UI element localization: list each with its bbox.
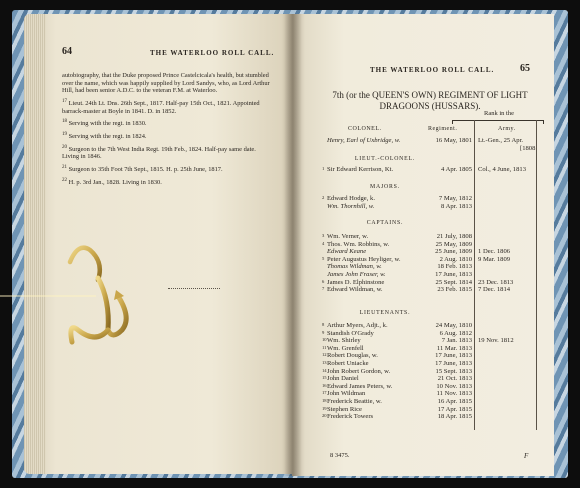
footer-letter: F — [524, 452, 529, 460]
signature-mark: 8 3475. — [330, 452, 350, 459]
table-row: 2 Edward Hodge, k. 7 May, 1812 — [322, 195, 472, 202]
table-row: Wm. Thornhill, w. 8 Apr. 1813 — [327, 202, 472, 210]
left-page-number: 64 — [62, 46, 72, 57]
table-row: 14 John Robert Gordon, w. 15 Sept. 1813 — [322, 367, 472, 375]
table-row: 17 John Wildman 11 Nov. 1813 — [322, 390, 472, 398]
section-lieutenants: LIEUTENANTS. — [359, 310, 411, 316]
col-header-army: Army. — [498, 126, 516, 132]
right-running-head: THE WATERLOO ROLL CALL. — [370, 66, 495, 74]
footnote-21: $^{21}$ Surgeon to 35th Foot 7th Sept., 1815. H. p. 25th June, 1817. — [62, 164, 223, 173]
table-row: 3 Wm. Verner, w. 21 July, 1808 — [322, 233, 472, 240]
table-row: 11 Wm. Grenfell 11 Mar. 1813 — [322, 344, 472, 352]
table-row: 12 Robert Douglas, w. 17 June, 1813 — [322, 352, 472, 360]
table-row: 5 Peter Augustus Heyliger, w. 2 Aug. 1810 9 Mar. 1809 — [322, 255, 511, 263]
col-header-regiment: Regiment. — [428, 126, 458, 132]
table-row: Henry, Earl of Uxbridge, w. 16 May, 1801 Lt.-Gen., 25 Apr. — [327, 137, 524, 144]
table-row: 18 Frederick Beattie, w. 16 Apr. 1815 — [322, 397, 472, 405]
footnote-17: $^{17}$ Lieut. 24th Lt. Dns. 26th Sept., 1817. Half-pay 15th Oct., 1821. Appointed barrack-master at Boyle in 1841. D. in 1852. — [62, 98, 260, 115]
footnote-18: $^{18}$ Serving with the regt. in 1830. — [62, 119, 147, 128]
section-majors: MAJORS. — [370, 184, 400, 190]
table-row: [1808 — [520, 144, 536, 152]
footnote-22: $^{22}$ H. p. 3rd Jan., 1828. Living in 1830. — [62, 177, 162, 186]
table-row: 10 Wm. Shirley 7 Jan. 1813 19 Nov. 1812 — [322, 337, 514, 345]
table-row: 15 John Daniel 21 Oct. 1813 — [322, 375, 472, 383]
table-row: 7 Edward Wildman, w. 23 Feb. 1815 7 Dec. 1814 — [322, 286, 511, 294]
left-running-head: THE WATERLOO ROLL CALL. — [150, 49, 275, 57]
table-row: 20 Frederick Towers 18 Apr. 1815 — [322, 413, 472, 421]
rank-in-the-label: Rank in the — [484, 110, 514, 117]
table-row: Thomas Wildman, w. 18 Feb. 1813 — [327, 263, 472, 271]
table-row: 9 Standish O'Grady 6 Aug. 1812 — [322, 329, 472, 337]
left-paragraph: autobiography, that the Duke proposed Prince Castelcicala's health, but stumbled over the name, which was happily supplied by Lord Sandys, who, as Lord Arthur Hill, had been senior A.D.C. to the veteran F.M. at Waterloo. — [62, 72, 270, 95]
section-captains: CAPTAINS. — [366, 220, 404, 226]
col-header-colonel: COLONEL. — [348, 126, 382, 132]
footnote-20: $^{20}$ Surgeon to the 7th West India Regt. 19th Feb., 1824. Half-pay same date. Living in 1846. — [62, 144, 256, 161]
footnote-19: $^{19}$ Serving with the regt. in 1824. — [62, 131, 147, 140]
table-row: 6 James D. Elphinstone 25 Sept. 1814 23 Dec. 1813 — [322, 278, 514, 286]
section-lieut-colonel: LIEUT.-COLONEL. — [354, 156, 416, 162]
title-line-1: 7th (or the QUEEN'S OWN) REGIMENT OF LIGHT — [332, 90, 528, 100]
table-row: Edward Keane 25 June, 1809 1 Dec. 1806 — [327, 248, 511, 256]
table-row: 13 Robert Uniacke 17 June, 1813 — [322, 359, 472, 367]
table-row: 16 Edward James Peters, w. 10 Nov. 1813 — [322, 382, 472, 390]
table-row: 19 Stephen Rice 17 Apr. 1815 — [322, 405, 472, 413]
table-row: 1 Sir Edward Kerrison, Kt. 4 Apr. 1805 Col., 4 June, 1813 — [322, 166, 526, 173]
table-row: 8 Arthur Myers, Adjt., k. 24 May, 1810 — [322, 322, 472, 329]
title-line-2: DRAGOONS (HUSSARS). — [379, 101, 481, 111]
table-row: James John Fraser, w. 17 June, 1813 — [327, 270, 472, 278]
right-page-number: 65 — [520, 63, 530, 74]
table-row: 4 Thos. Wm. Robbins, w. 25 May, 1809 — [322, 240, 472, 248]
